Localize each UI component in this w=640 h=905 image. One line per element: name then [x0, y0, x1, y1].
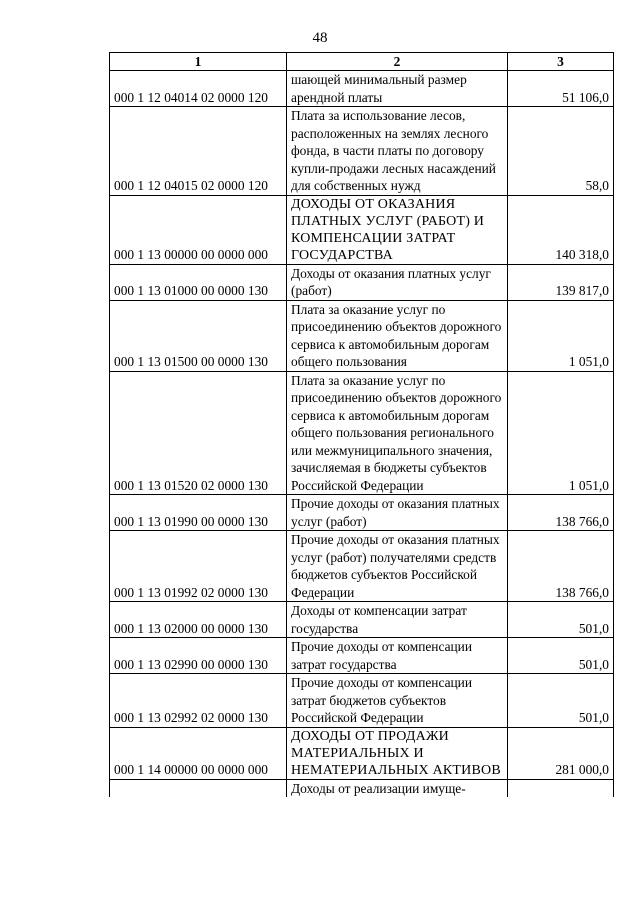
- column-header-code: 1: [110, 53, 287, 71]
- amount: 138 766,0: [508, 531, 614, 602]
- budget-code: 000 1 13 00000 00 0000 000: [110, 195, 287, 264]
- budget-code: 000 1 12 04015 02 0000 120: [110, 107, 287, 196]
- revenue-name: Доходы от оказания платных услуг (работ): [287, 264, 508, 300]
- revenue-name: Прочие доходы от оказания платных услуг (работ) получателями средств бюджетов субъектов Российской Федерации: [287, 531, 508, 602]
- table-header-row: [110, 53, 614, 71]
- revenue-name: Прочие доходы от оказания платных услуг (работ): [287, 495, 508, 531]
- budget-code: 000 1 13 01990 00 0000 130: [110, 495, 287, 531]
- amount: 501,0: [508, 674, 614, 728]
- amount: 51 106,0: [508, 71, 614, 107]
- revenue-name: шающей минимальный размер арендной платы: [287, 71, 508, 107]
- amount: [508, 779, 614, 797]
- table-row: [110, 674, 614, 728]
- amount: 281 000,0: [508, 727, 614, 779]
- revenue-name: Доходы от компенсации затрат государства: [287, 602, 508, 638]
- revenue-name: Прочие доходы от компенсации затрат государства: [287, 638, 508, 674]
- budget-code: 000 1 14 00000 00 0000 000: [110, 727, 287, 779]
- table-row: [110, 264, 614, 300]
- budget-code: 000 1 13 02000 00 0000 130: [110, 602, 287, 638]
- budget-code: 000 1 13 01992 02 0000 130: [110, 531, 287, 602]
- budget-code: 000 1 13 01000 00 0000 130: [110, 264, 287, 300]
- amount: 501,0: [508, 602, 614, 638]
- budget-code: [110, 779, 287, 797]
- table-row-partial: [110, 779, 614, 797]
- table-row: [110, 602, 614, 638]
- table-row: [110, 531, 614, 602]
- revenue-name: Плата за оказание услуг по присоединению объектов дорожного сервиса к автомобильным дорогам общего пользования: [287, 300, 508, 371]
- amount: 140 318,0: [508, 195, 614, 264]
- table-row: [110, 371, 614, 495]
- revenue-name: Плата за оказание услуг по присоединению объектов дорожного сервиса к автомобильным дорогам общего пользования регионального или межмуниципального значения, зачисляемая в бюджеты субъектов Российской Федерации: [287, 371, 508, 495]
- table-body: [110, 71, 614, 798]
- budget-code: 000 1 13 01500 00 0000 130: [110, 300, 287, 371]
- table-row: [110, 195, 614, 264]
- table-row: [110, 107, 614, 196]
- revenue-name: ДОХОДЫ ОТ ПРОДАЖИ МАТЕРИАЛЬНЫХ И НЕМАТЕРИАЛЬНЫХ АКТИВОВ: [287, 727, 508, 779]
- amount: 139 817,0: [508, 264, 614, 300]
- table-row: [110, 638, 614, 674]
- revenue-name: ДОХОДЫ ОТ ОКАЗАНИЯ ПЛАТНЫХ УСЛУГ (РАБОТ) И КОМПЕНСАЦИИ ЗАТРАТ ГОСУДАРСТВА: [287, 195, 508, 264]
- budget-code: 000 1 12 04014 02 0000 120: [110, 71, 287, 107]
- amount: 501,0: [508, 638, 614, 674]
- budget-code: 000 1 13 01520 02 0000 130: [110, 371, 287, 495]
- revenue-name: Плата за использование лесов, расположенных на землях лесного фонда, в части платы по договору купли-продажи лесных насаждений для собственных нужд: [287, 107, 508, 196]
- table-row: [110, 71, 614, 107]
- amount: 58,0: [508, 107, 614, 196]
- revenue-table: [109, 52, 614, 797]
- budget-code: 000 1 13 02990 00 0000 130: [110, 638, 287, 674]
- table-row: [110, 727, 614, 779]
- revenue-name: Доходы от реализации имуще-: [287, 779, 508, 797]
- amount: 1 051,0: [508, 371, 614, 495]
- amount: 138 766,0: [508, 495, 614, 531]
- column-header-name: 2: [287, 53, 508, 71]
- column-header-amount: 3: [508, 53, 614, 71]
- page-number: 48: [312, 30, 328, 46]
- table-row: [110, 300, 614, 371]
- budget-code: 000 1 13 02992 02 0000 130: [110, 674, 287, 728]
- amount: 1 051,0: [508, 300, 614, 371]
- table-row: [110, 495, 614, 531]
- revenue-name: Прочие доходы от компенсации затрат бюджетов субъектов Российской Федерации: [287, 674, 508, 728]
